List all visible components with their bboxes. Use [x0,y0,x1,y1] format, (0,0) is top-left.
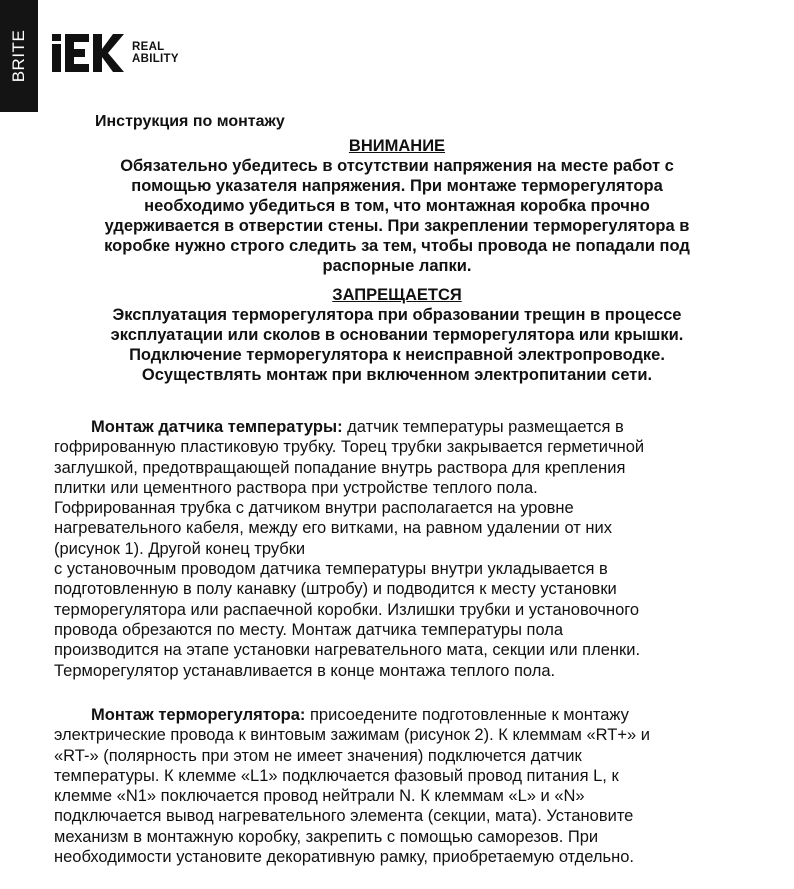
tagline-line-1: REAL [132,41,165,53]
prohibited-line: Подключение терморегулятора к неисправной электропроводке. [129,346,665,364]
paragraph-line: нагревательного кабеля, между его витками, на равном удалении от них [54,519,613,538]
paragraph-first-line [54,417,754,437]
paragraph-first-line [54,705,754,725]
paragraph-line: плитки или цементного раствора при устройстве теплого пола. [54,478,538,497]
paragraph-text: присоедените подготовленные к монтажу [305,706,629,724]
regulator-installation-paragraph [54,705,754,867]
sensor-section-heading: Монтаж датчика температуры: [91,418,343,436]
paragraph-line: подготовленную в полу канавку (штробу) и подводится к месту установки [54,580,617,599]
sensor-installation-paragraph [54,417,754,681]
paragraph-line: с установочным проводом датчика температуры внутри укладывается в [54,560,608,579]
prohibited-line: Осуществлять монтаж при включенном электропитании сети. [141,366,653,384]
brand-tagline [132,41,179,65]
prohibited-line: эксплуатации или сколов в основании терморегулятора или крышки. [110,326,684,344]
prohibited-line: Эксплуатация терморегулятора при образовании трещин в процессе [112,306,682,324]
side-tab-label: BRITE [9,29,28,83]
warning-line: помощью указателя напряжения. При монтаже терморегулятора [131,177,663,195]
warning-line: необходимо убедиться в том, что монтажная коробка прочно [144,197,650,215]
paragraph-line: производится на этапе установки нагревательного мата, секции или пленки. [54,641,641,660]
prohibited-title: ЗАПРЕЩАЕТСЯ [332,286,462,304]
warning-line: коробке нужно строго следить за тем, чтобы провода не попадали под [104,237,690,255]
paragraph-line: (рисунок 1). Другой конец трубки [54,539,306,558]
paragraph-line: гофрированную пластиковую трубку. Торец трубки закрывается герметичной [54,438,645,457]
paragraph-line: температуры. К клемме «L1» подключается фазовый провод питания L, к [54,766,619,785]
brand-logo [52,34,179,72]
paragraph-line: необходимости установите декоративную рамку, приобретаемую отдельно. [54,848,634,867]
warning-title: ВНИМАНИЕ [348,137,446,155]
brand-side-tab [0,0,38,112]
warning-block [40,136,754,276]
warning-line: Обязательно убедитесь в отсутствии напряжения на месте работ с [120,157,674,175]
regulator-section-heading: Монтаж терморегулятора: [91,706,306,724]
paragraph-line: «RT-» (полярность при этом не имеет значения) подключется датчик [54,746,582,765]
paragraph-line: провода обрезаются по месту. Монтаж датчика температуры пола [54,620,564,639]
document-title: Инструкция по монтажу [95,113,285,130]
paragraph-line: Гофрированная трубка с датчиком внутри располагается на уровне [54,499,574,518]
paragraph-line: электрические провода к винтовым зажимам (рисунок 2). К клеммам «RT+» и [54,726,650,745]
paragraph-line: терморегулятора или распаечной коробки. Излишки трубки и установочного [54,600,640,619]
warning-line: удерживается в отверстии стены. При закреплении терморегулятора в [104,217,690,235]
paragraph-line: подключается вывод нагревательного элемента (секции, мата). Установите [54,807,634,826]
iek-logo-mark [52,34,124,72]
warning-line: распорные лапки. [322,257,472,275]
paragraph-text: датчик температуры размещается в [342,418,624,436]
prohibited-block [40,285,754,385]
tagline-line-2: ABILITY [132,53,179,65]
paragraph-line: заглушкой, предотвращающей попадание внутрь раствора для крепления [54,458,626,477]
paragraph-line: механизм в монтажную коробку, закрепить с помощью саморезов. При [54,827,599,846]
paragraph-line: клемме «N1» поключается провод нейтрали N. К клеммам «L» и «N» [54,787,585,806]
paragraph-line: Терморегулятор устанавливается в конце монтажа теплого пола. [54,661,556,680]
